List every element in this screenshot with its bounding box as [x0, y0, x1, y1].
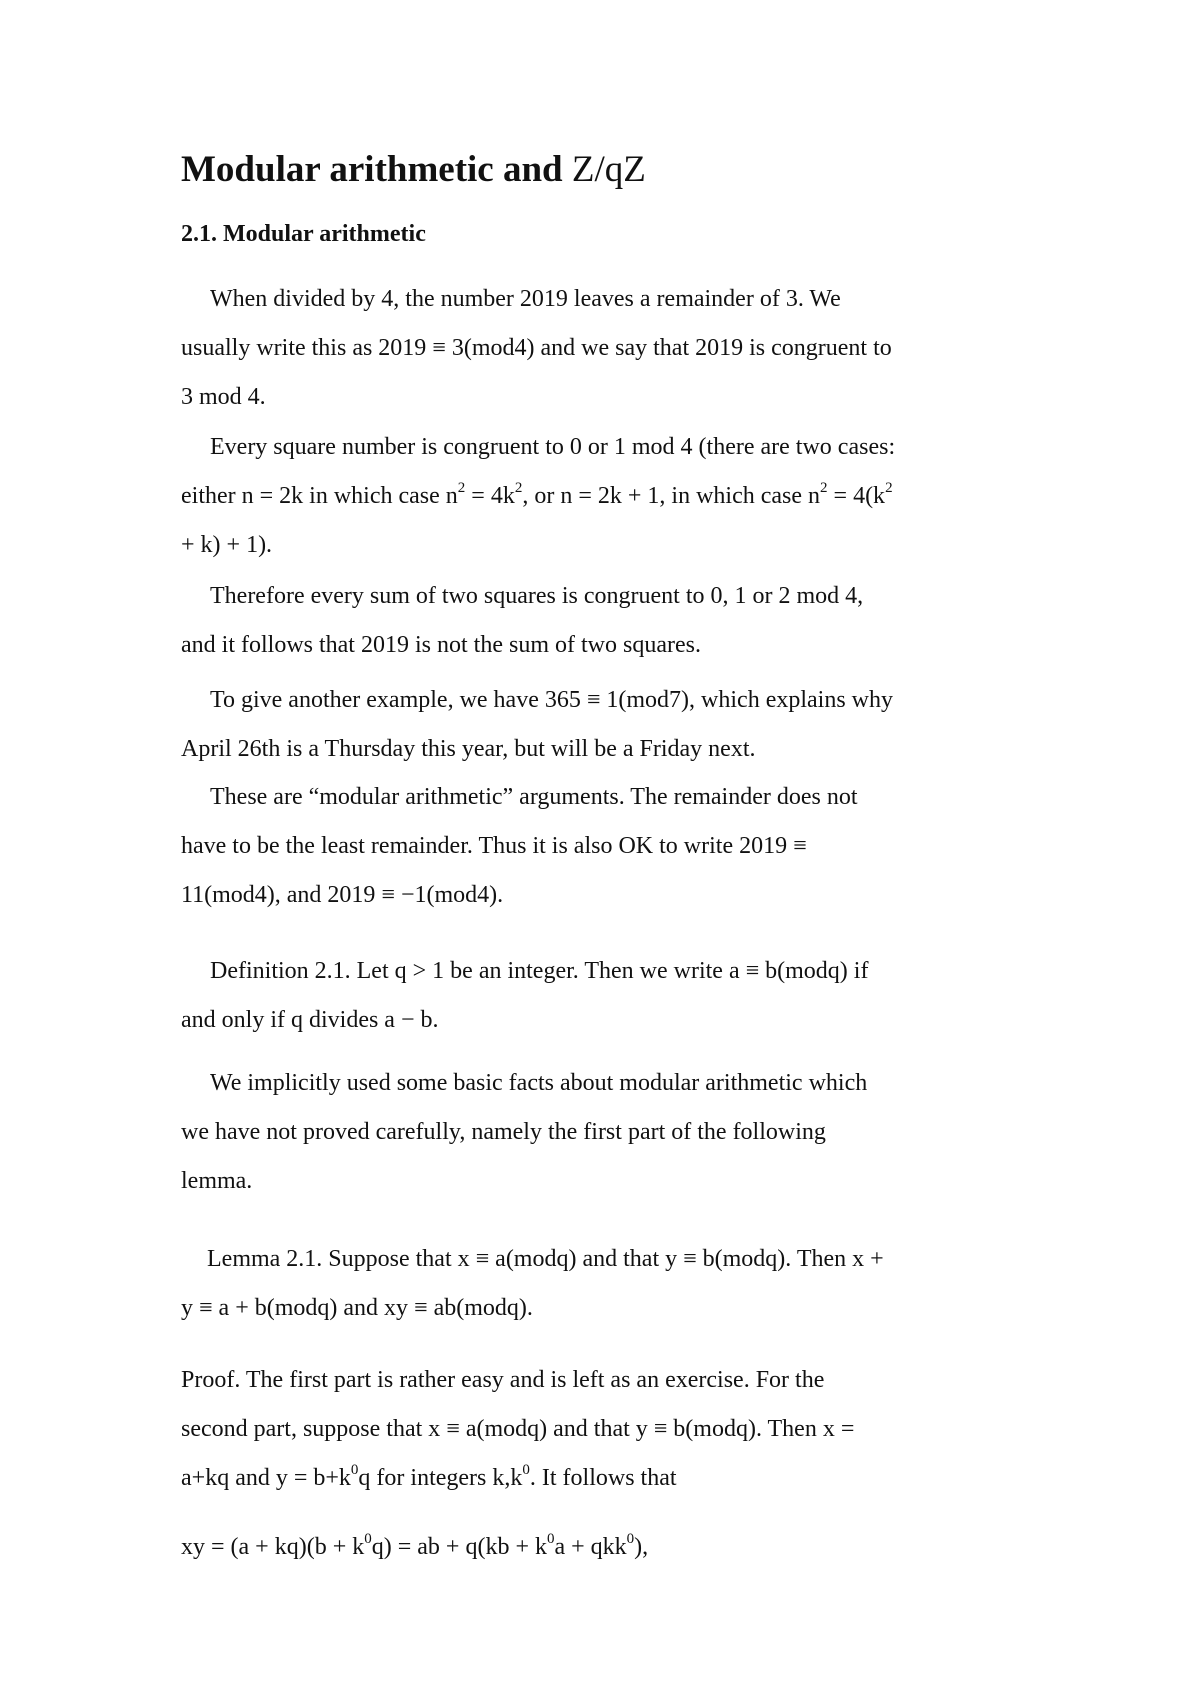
- paragraph-line: 11(mod4), and 2019 ≡ −1(mod4).: [181, 882, 504, 908]
- text-run: = 4k: [465, 483, 515, 509]
- superscript: 2: [514, 480, 523, 496]
- superscript: 0: [364, 1531, 372, 1547]
- paragraph-line: + k) + 1).: [181, 532, 273, 558]
- text-run: q) = ab + q(kb + k: [371, 1534, 547, 1560]
- paragraph-line: we have not proved carefully, namely the first part of the following: [181, 1119, 826, 1145]
- proof-line: second part, suppose that x ≡ a(modq) and that y ≡ b(modq). Then x =: [181, 1416, 855, 1442]
- text-run: a + qkk: [554, 1534, 627, 1560]
- text-run: . It follows that: [529, 1465, 677, 1491]
- title-bold-text: Modular arithmetic and: [181, 149, 572, 190]
- paragraph-line: 3 mod 4.: [181, 384, 266, 410]
- paragraph-line: April 26th is a Thursday this year, but will be a Friday next.: [181, 736, 756, 762]
- definition-line: Definition 2.1. Let q > 1 be an integer. Then we write a ≡ b(modq) if: [210, 958, 869, 984]
- superscript: 0: [522, 1462, 530, 1478]
- superscript: 2: [457, 480, 466, 496]
- paragraph-line: To give another example, we have 365 ≡ 1(mod7), which explains why: [210, 687, 894, 713]
- definition-line: and only if q divides a − b.: [181, 1007, 439, 1033]
- paragraph-line: When divided by 4, the number 2019 leaves a remainder of 3. We: [210, 286, 841, 312]
- text-run: ),: [634, 1534, 649, 1560]
- text-run: a+kq and y = b+k: [181, 1465, 351, 1491]
- paragraph-line: lemma.: [181, 1168, 253, 1194]
- superscript: 0: [626, 1531, 635, 1547]
- paragraph-line: have to be the least remainder. Thus it is also OK to write 2019 ≡: [181, 833, 807, 859]
- text-run: either n = 2k in which case n: [181, 483, 458, 509]
- paragraph-line: and it follows that 2019 is not the sum of two squares.: [181, 632, 701, 658]
- superscript: 0: [350, 1462, 359, 1478]
- lemma-line: Lemma 2.1. Suppose that x ≡ a(modq) and that y ≡ b(modq). Then x +: [207, 1246, 884, 1272]
- text-run: q for integers k,k: [358, 1465, 523, 1491]
- paragraph-line: [181, 480, 893, 512]
- paragraph-line: usually write this as 2019 ≡ 3(mod4) and we say that 2019 is congruent to: [181, 335, 892, 361]
- title-math-text: Z/qZ: [571, 149, 646, 190]
- paragraph-line: We implicitly used some basic facts about modular arithmetic which: [210, 1070, 868, 1096]
- proof-line: Proof. The first part is rather easy and is left as an exercise. For the: [181, 1367, 825, 1393]
- superscript: 2: [820, 480, 828, 496]
- proof-line: [181, 1462, 677, 1494]
- paragraph-line: These are “modular arithmetic” arguments. The remainder does not: [210, 784, 858, 810]
- equation-line: [181, 1531, 648, 1563]
- text-run: xy = (a + kq)(b + k: [181, 1534, 365, 1560]
- lemma-line: y ≡ a + b(modq) and xy ≡ ab(modq).: [181, 1295, 533, 1321]
- text-run: = 4(k: [827, 483, 886, 509]
- paragraph-line: Every square number is congruent to 0 or 1 mod 4 (there are two cases:: [210, 434, 896, 460]
- superscript: 2: [885, 480, 893, 496]
- page-title: [181, 148, 646, 192]
- section-heading: 2.1. Modular arithmetic: [181, 221, 426, 247]
- superscript: 0: [546, 1531, 555, 1547]
- text-run: , or n = 2k + 1, in which case n: [522, 483, 821, 509]
- paragraph-line: Therefore every sum of two squares is congruent to 0, 1 or 2 mod 4,: [210, 583, 864, 609]
